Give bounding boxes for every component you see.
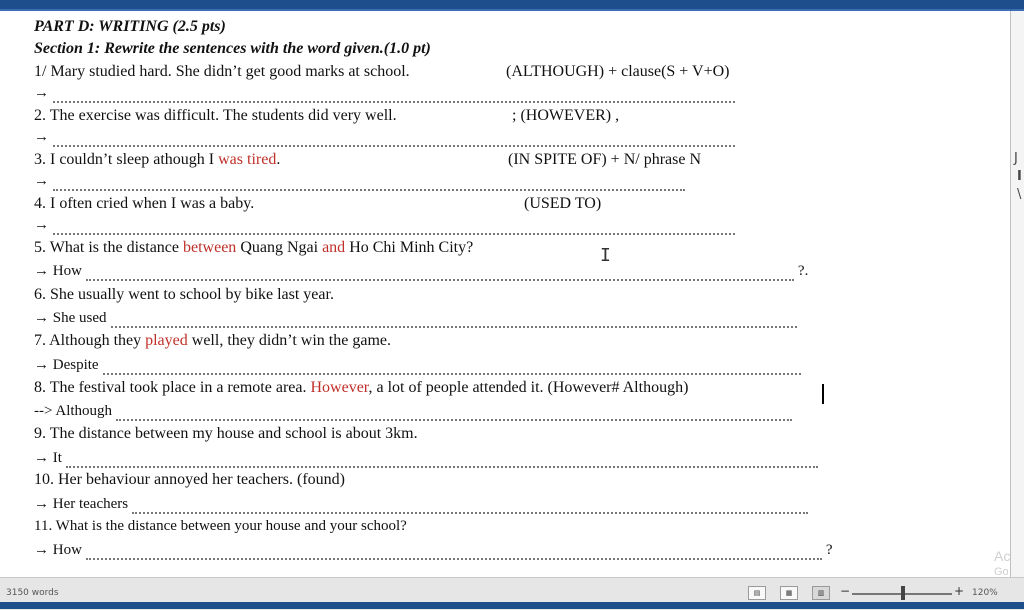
answer-line-2[interactable] [34,127,735,147]
taskbar-strip [0,602,1024,609]
answer-prefix: → She used [34,310,107,326]
answer-dots[interactable] [66,454,818,468]
zoom-out-button[interactable]: − [840,584,851,598]
answer-dots[interactable] [86,267,794,281]
part-title: PART D: WRITING (2.5 pts) [34,18,226,35]
answer-line-8[interactable] [34,401,792,421]
answer-suffix: ?. [797,263,809,279]
question-text: 10. Her behaviour annoyed her teachers. (found) [34,471,345,488]
question-text: 11. What is the distance between your house and your school? [34,518,407,534]
answer-dots[interactable] [103,361,801,375]
answer-prefix: → Her teachers [34,496,129,512]
web-layout-view-button[interactable]: ▥ [812,586,830,600]
answer-line-9[interactable] [34,448,818,468]
answer-line-4[interactable] [34,215,735,235]
answer-dots[interactable] [53,133,735,147]
question-3 [34,150,280,170]
zoom-in-button[interactable]: + [954,584,965,598]
section-title: Section 1: Rewrite the sentences with the word given.(1.0 pt) [34,40,431,57]
question-text: 1/ Mary studied hard. She didn’t get good marks at school. [34,63,410,80]
question-5 [34,238,473,258]
question-2-hint: ; (HOWEVER) , [512,107,620,124]
highlighted-text: was tired [218,151,277,168]
arrow-icon: → [34,217,49,233]
question-text: 8. The festival took place in a remote area. [34,379,311,396]
answer-dots[interactable] [53,221,735,235]
document-page[interactable] [0,11,1011,577]
text-cursor-icon: I [600,245,611,266]
side-window-edge [1011,11,1024,577]
answer-line-7[interactable] [34,355,801,375]
highlighted-text: between [183,239,237,256]
print-layout-view-button[interactable]: ▦ [780,586,798,600]
question-10 [34,470,345,490]
question-text: 6. She usually went to school by bike last year. [34,286,334,303]
question-2 [34,106,397,126]
question-text: 9. The distance between my house and school is about 3km. [34,425,418,442]
question-text: 7. Although they [34,332,146,349]
highlighted-text: and [322,239,346,256]
zoom-percentage[interactable]: 120% [972,588,998,598]
answer-prefix: --> Although [34,403,113,419]
question-9 [34,424,418,444]
answer-line-5[interactable] [34,261,808,281]
question-text: 2. The exercise was difficult. The students did very well. [34,107,397,124]
answer-line-3[interactable] [34,171,685,191]
question-8 [34,378,688,398]
answer-line-6[interactable] [34,308,797,328]
question-text: well, they didn’t win the game. [187,332,391,349]
answer-line-11[interactable] [34,540,833,560]
answer-dots[interactable] [116,407,792,421]
activation-watermark-sub: Go [994,566,1009,578]
edge-glyph-icon: \ [1017,187,1022,202]
question-text: 5. What is the distance [34,239,183,256]
zoom-slider-thumb[interactable] [901,586,905,600]
window-top-bar [0,0,1024,9]
answer-prefix: → It [34,450,62,466]
question-4 [34,194,254,214]
question-text: , a lot of people attended it. (However# Although) [368,379,689,396]
arrow-icon: → [34,173,49,189]
answer-dots[interactable] [111,314,797,328]
answer-line-10[interactable] [34,494,808,514]
answer-dots[interactable] [132,500,808,514]
activation-watermark: Ac [994,548,1011,564]
question-text: 4. I often cried when I was a baby. [34,195,255,212]
arrow-icon: → [34,129,49,145]
answer-line-1[interactable] [34,83,735,103]
question-text: Quang Ngai [236,239,323,256]
answer-dots[interactable] [53,89,735,103]
question-text: . [276,151,281,168]
question-1-hint: (ALTHOUGH) + clause(S + V+O) [506,63,730,80]
answer-dots[interactable] [86,546,822,560]
question-7 [34,331,391,351]
question-4-hint: (USED TO) [524,195,602,212]
answer-prefix: → Despite [34,357,99,373]
question-6 [34,285,334,305]
answer-dots[interactable] [53,177,685,191]
question-1 [34,62,410,82]
edge-glyph-icon: I [1017,169,1022,184]
answer-suffix: ? [825,542,833,558]
highlighted-text: However [310,379,369,396]
question-3-hint: (IN SPITE OF) + N/ phrase N [508,151,701,168]
highlighted-text: played [145,332,188,349]
answer-prefix: → How [34,542,82,558]
question-text: 3. I couldn’t sleep athough I [34,151,219,168]
word-count[interactable]: 3150 words [6,588,59,598]
arrow-icon: → [34,85,49,101]
answer-prefix: → How [34,263,82,279]
question-text: Ho Chi Minh City? [345,239,474,256]
caret-icon [822,384,824,404]
read-mode-view-button[interactable]: ▤ [748,586,766,600]
question-11 [34,516,407,536]
edge-glyph-icon: J [1014,151,1018,166]
